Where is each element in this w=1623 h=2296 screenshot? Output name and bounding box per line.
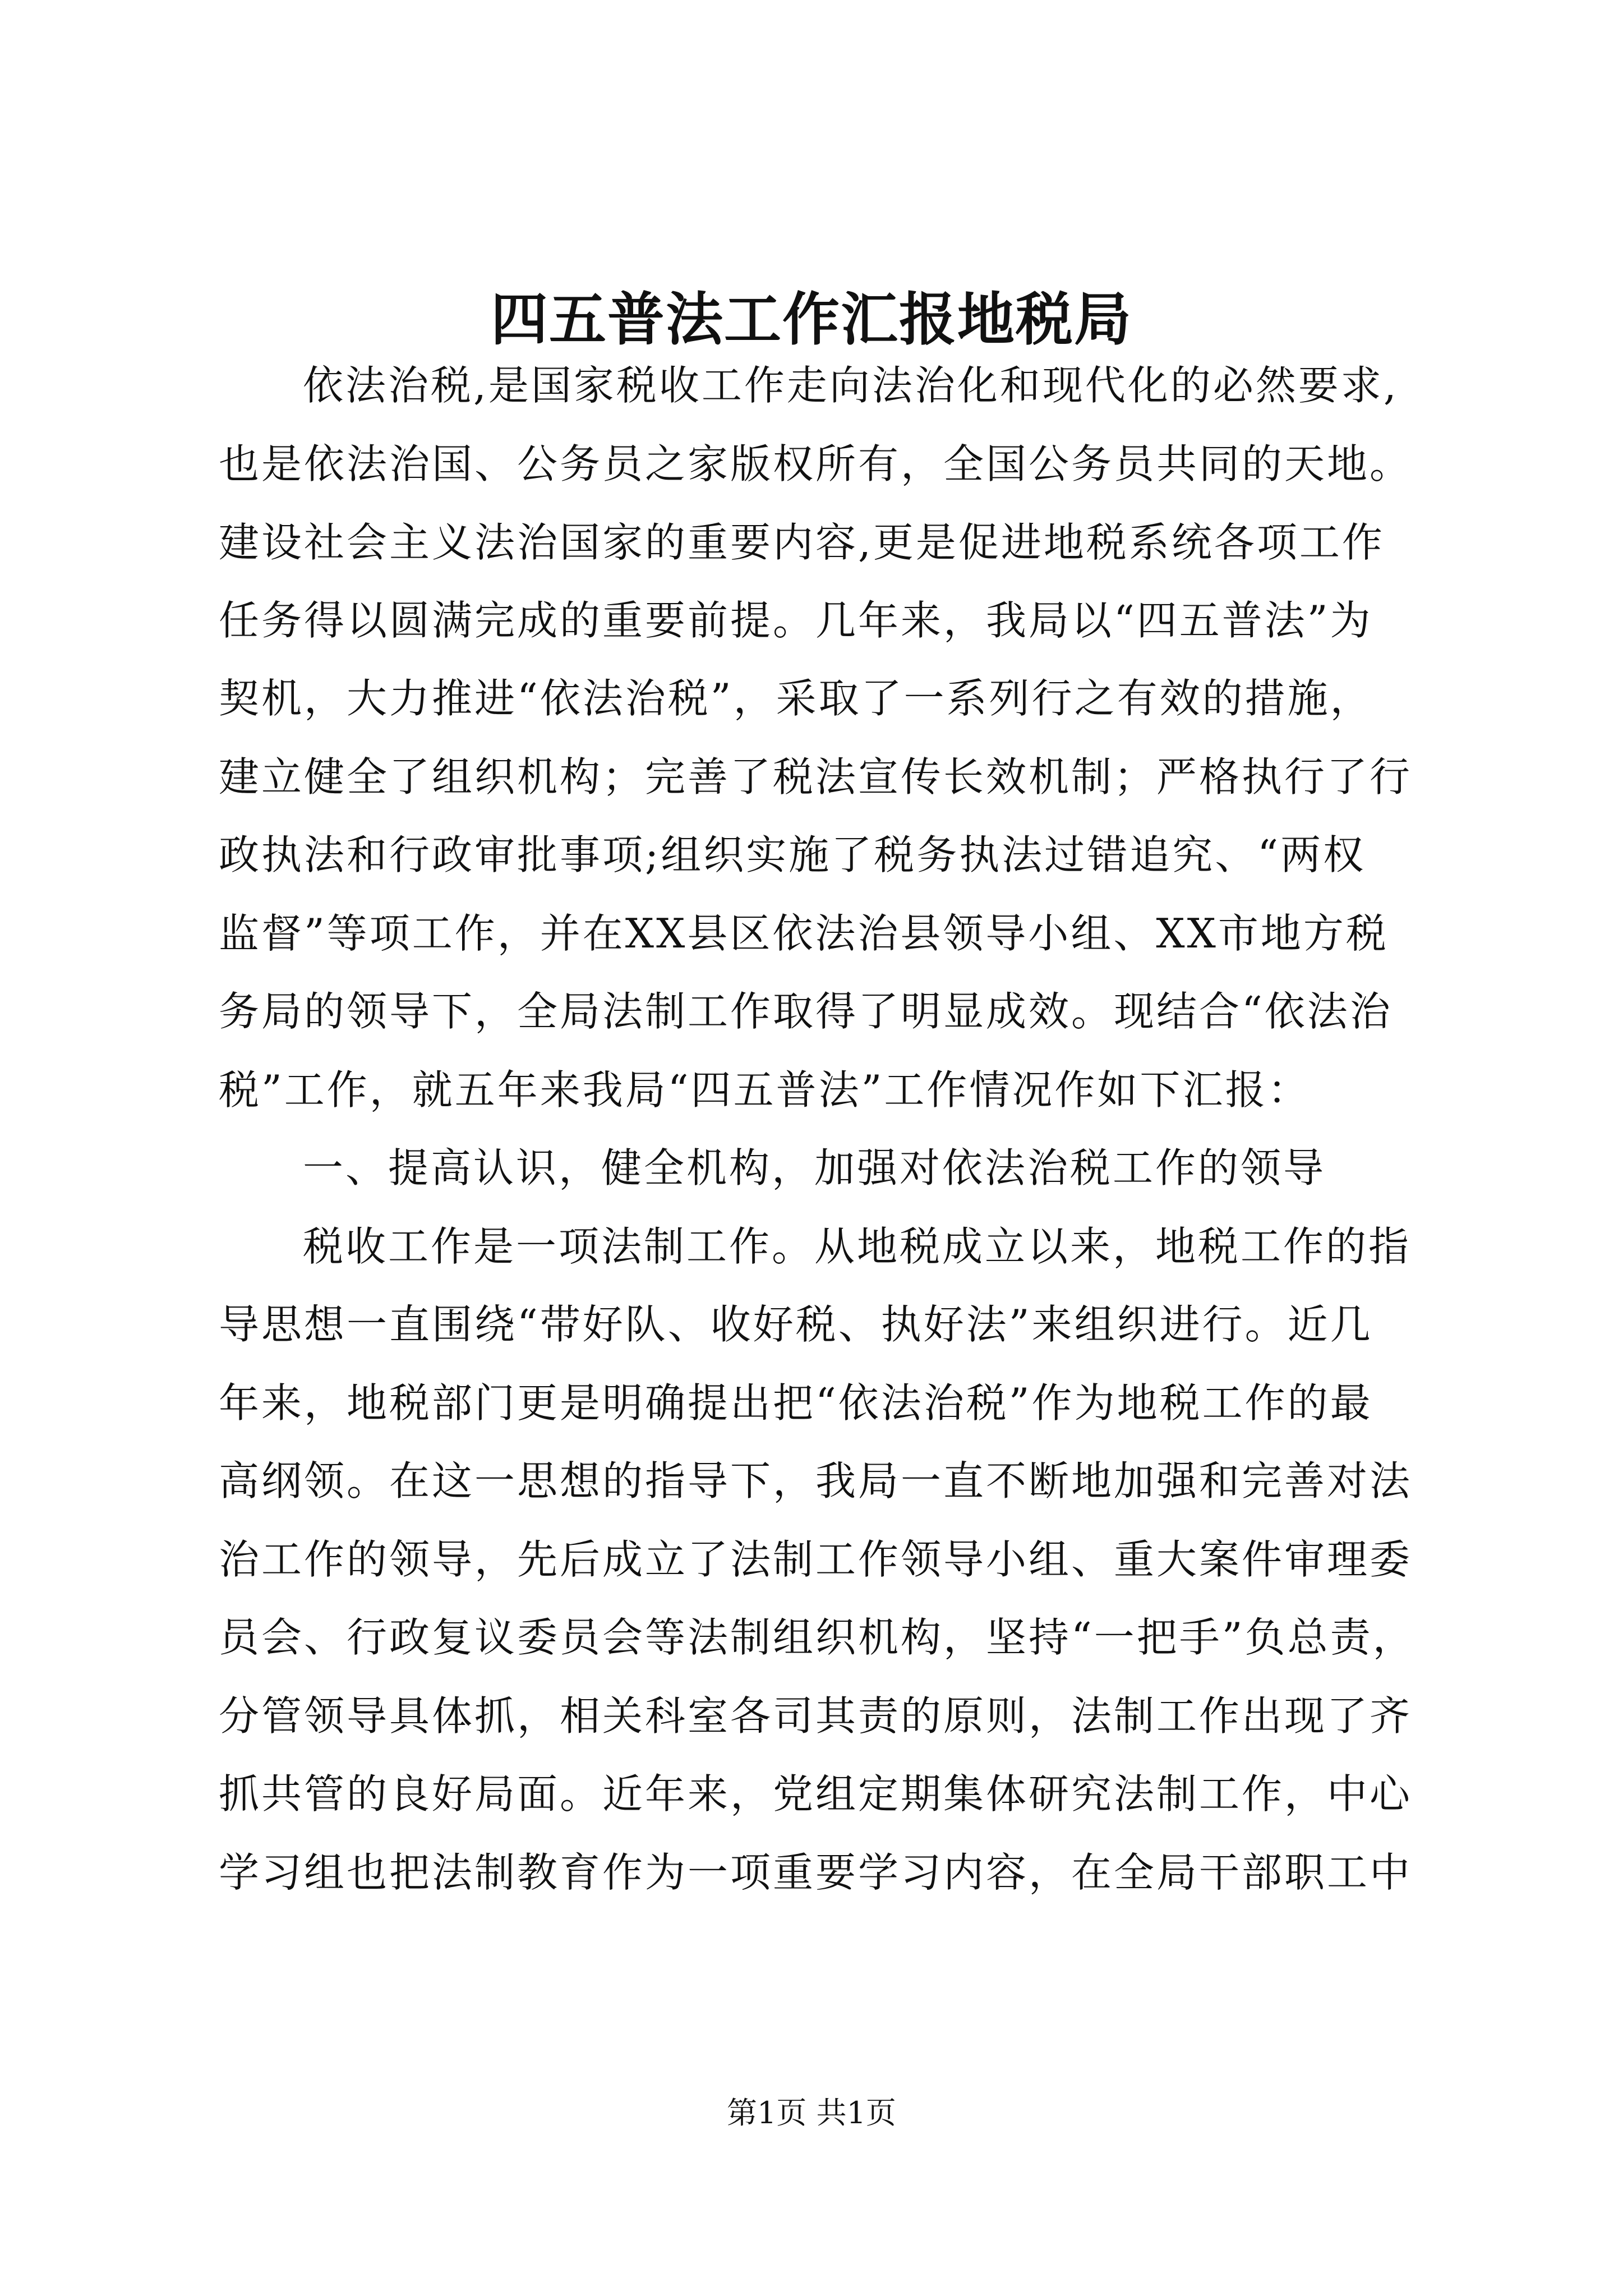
paragraph-line: 也是依法治国、公务员之家版权所有，全国公务员共同的天地。 [219, 440, 1413, 487]
paragraph-line: 导思想一直围绕“带好队、收好税、执好法”来组织进行。近几 [219, 1301, 1373, 1348]
paragraph-line: 治工作的领导，先后成立了法制工作领导小组、重大案件审理委 [219, 1536, 1413, 1583]
document-title: 四五普法工作汇报地税局 [491, 286, 1132, 353]
paragraph-line: 契机，大力推进“依法治税”，采取了一系列行之有效的措施， [219, 675, 1373, 722]
paragraph-line: 抓共管的良好局面。近年来，党组定期集体研究法制工作，中心 [219, 1770, 1413, 1818]
paragraph-line: 税”工作，就五年来我局“四五普法”工作情况作如下汇报： [219, 1066, 1311, 1114]
paragraph-line: 高纲领。在这一思想的指导下，我局一直不断地加强和完善对法 [219, 1457, 1413, 1504]
paragraph-line: 建设社会主义法治国家的重要内容,更是促进地税系统各项工作 [219, 519, 1385, 566]
paragraph-line: 年来，地税部门更是明确提出把“依法治税”作为地税工作的最 [219, 1379, 1373, 1427]
paragraph-line: 分管领导具体抓，相关科室各司其责的原则，法制工作出现了齐 [219, 1692, 1413, 1740]
page-footer: 第1页 共1页 [727, 2095, 896, 2131]
paragraph-line: 税收工作是一项法制工作。从地税成立以来，地税工作的指 [303, 1223, 1412, 1270]
paragraph-line: 建立健全了组织机构；完善了税法宣传长效机制；严格执行了行 [219, 753, 1413, 800]
paragraph-line: 学习组也把法制教育作为一项重要学习内容，在全局干部职工中 [219, 1849, 1413, 1896]
paragraph-line: 务局的领导下，全局法制工作取得了明显成效。现结合“依法治 [219, 988, 1393, 1035]
paragraph-line: 员会、行政复议委员会等法制组织机构，坚持“一把手”负总责， [219, 1614, 1415, 1661]
paragraph-line: 监督”等项工作，并在XX县区依法治县领导小组、XX市地方税 [219, 910, 1389, 957]
paragraph-line: 政执法和行政审批事项;组织实施了税务执法过错追究、“两权 [219, 831, 1366, 878]
paragraph-line: 依法治税,是国家税收工作走向法治化和现代化的必然要求, [303, 362, 1399, 409]
paragraph-line: 任务得以圆满完成的重要前提。几年来，我局以“四五普法”为 [219, 597, 1373, 644]
section-heading: 一、提高认识，健全机构，加强对依法治税工作的领导 [303, 1144, 1326, 1191]
